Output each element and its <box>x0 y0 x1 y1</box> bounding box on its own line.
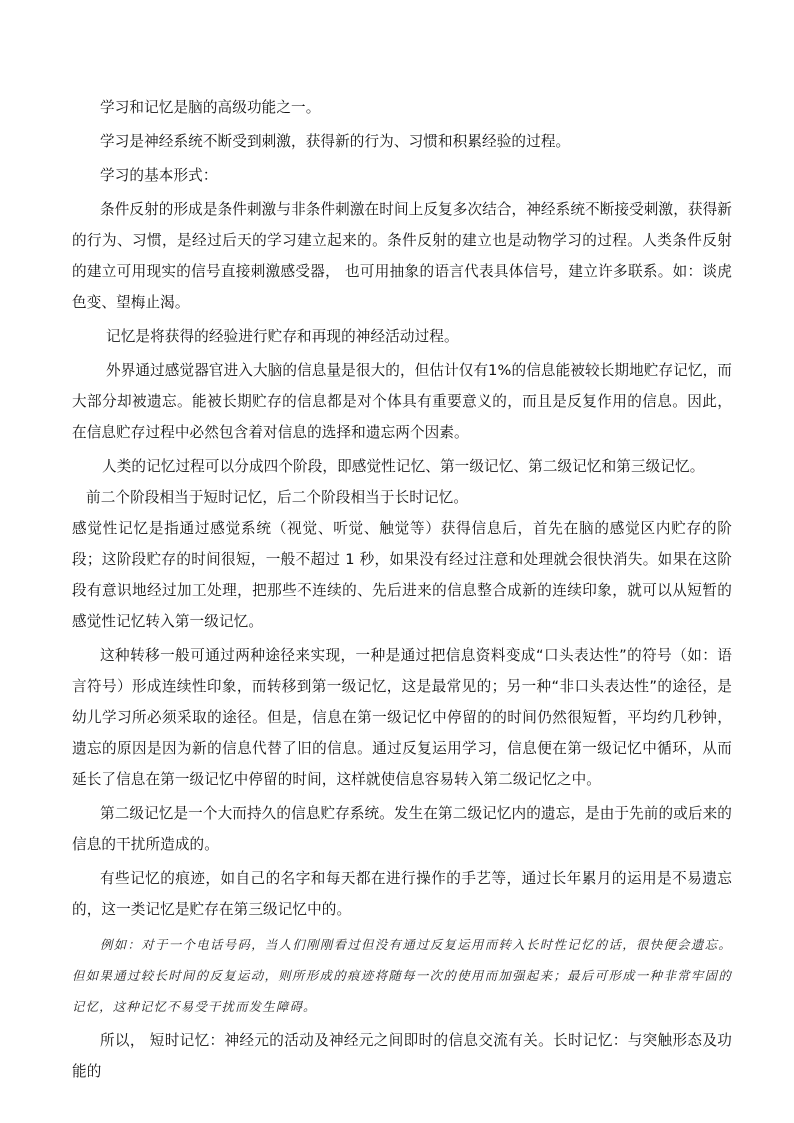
paragraph-5: 记忆是将获得的经验进行贮存和再现的神经活动过程。 <box>106 328 459 345</box>
paragraph-11: 第二级记忆是一个大而持久的信息贮存系统。发生在第二级记忆内的遗忘，是由于先前的或后来的信息的干扰所造成的。 <box>72 805 732 853</box>
paragraph-2: 学习是神经系统不断受到刺激，获得新的行为、习惯和积累经验的过程。 <box>100 133 571 150</box>
paragraph-9: 感觉性记忆是指通过感觉系统（视觉、听觉、触觉等）获得信息后，首先在脑的感觉区内贮存的阶段；这阶段贮存的时间很短，一般不超过 1 秒，如果没有经过注意和处理就会很快消失。如果在这阶段有意识地经过加工处理，把那些不连续的、先后进来的信息整合成新的连续印象，就可以从短暂的感觉性记忆转入第一级记忆。 <box>72 520 732 630</box>
example-note: 例如：对于一个电话号码，当人们刚刚看过但没有通过反复运用而转入长时性记忆的话，很快便会遗忘。但如果通过较长时间的反复运动，则所形成的痕迹将随每一次的使用而加强起来；最后可形成一种非常牢固的记忆，这种记忆不易受干扰而发生障碍。 <box>72 937 732 1014</box>
paragraph-13: 所以， 短时记忆：神经元的活动及神经元之间即时的信息交流有关。长时记忆：与突触形态及功能的 <box>72 1032 732 1080</box>
paragraph-12: 有些记忆的痕迹，如自己的名字和每天都在进行操作的手艺等，通过长年累月的运用是不易遗忘的，这一类记忆是贮存在第三级记忆中的。 <box>72 870 732 918</box>
paragraph-3: 学习的基本形式： <box>100 167 218 184</box>
paragraph-4: 条件反射的形成是条件刺激与非条件刺激在时间上反复多次结合，神经系统不断接受刺激，获得新的行为、习惯，是经过后天的学习建立起来的。条件反射的建立也是动物学习的过程。人类条件反射的建立可用现实的信号直接刺激感受器， 也可用抽象的语言代表具体信号，建立许多联系。如：谈虎色变、望梅止渴。 <box>72 201 732 311</box>
paragraph-8: 前二个阶段相当于短时记忆，后二个阶段相当于长时记忆。 <box>86 489 469 506</box>
paragraph-7: 人类的记忆过程可以分成四个阶段，即感觉性记忆、第一级记忆、第二级记忆和第三级记忆。 <box>102 458 705 475</box>
document-body <box>72 92 732 1087</box>
paragraph-1: 学习和记忆是脑的高级功能之一。 <box>100 99 321 116</box>
paragraph-10: 这种转移一般可通过两种途径来实现，一种是通过把信息资料变成“口头表达性”的符号（如：语言符号）形成连续性印象，而转移到第一级记忆，这是最常见的；另一种“非口头表达性”的途径，是幼儿学习所必须采取的途径。但是，信息在第一级记忆中停留的的时间仍然很短暂，平均约几秒钟，遗忘的原因是因为新的信息代替了旧的信息。通过反复运用学习，信息便在第一级记忆中循环，从而延长了信息在第一级记忆中停留的时间，这样就使信息容易转入第二级记忆之中。 <box>72 647 732 788</box>
paragraph-6: 外界通过感觉器官进入大脑的信息量是很大的，但估计仅有1%的信息能被较长期地贮存记忆，而大部分却被遗忘。能被长期贮存的信息都是对个体具有重要意义的，而且是反复作用的信息。因此，在信息贮存过程中必然包含着对信息的选择和遗忘两个因素。 <box>72 362 732 441</box>
